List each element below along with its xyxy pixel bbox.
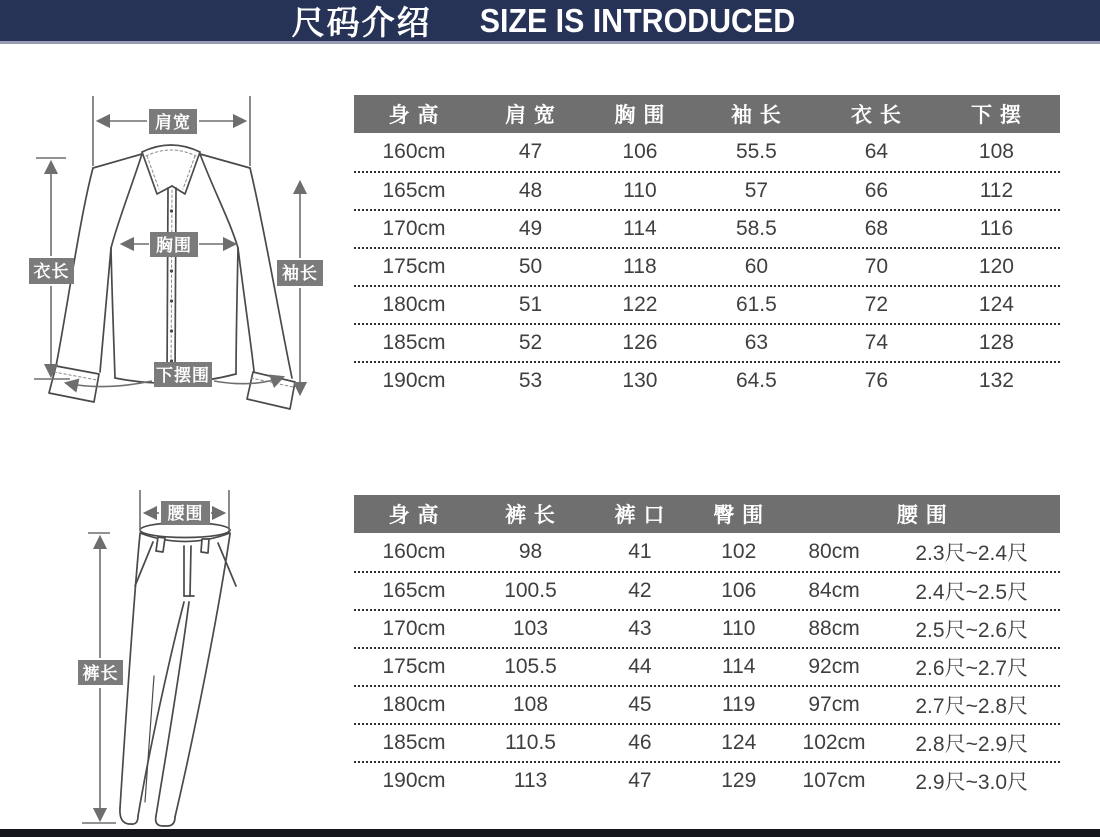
table-row	[354, 685, 1060, 723]
column-header: 胸 围	[614, 104, 666, 127]
table-cell: 114	[722, 655, 756, 678]
column-header: 腰 围	[896, 504, 948, 527]
column-header: 袖 长	[730, 104, 782, 127]
table-cell: 102	[721, 540, 757, 563]
table-cell: 63	[744, 331, 769, 354]
table-cell: 2.5尺~2.6尺	[915, 619, 1029, 642]
column-header: 衣 长	[850, 104, 902, 127]
column-header: 臀 围	[713, 504, 765, 527]
table-cell: 72	[864, 293, 889, 316]
chest-label: 胸围	[156, 236, 192, 255]
pants-length-label: 裤长	[82, 664, 119, 683]
title-banner	[0, 0, 1100, 44]
table-cell: 108	[512, 693, 549, 716]
table-cell: 76	[864, 369, 889, 392]
table-cell: 66	[864, 179, 889, 202]
page-title-english: SIZE IS INTRODUCED	[479, 1, 795, 39]
table-cell: 60	[744, 255, 769, 278]
table-cell: 102cm	[802, 731, 866, 754]
table-row	[354, 609, 1060, 647]
waist-label: 腰围	[167, 504, 204, 523]
table-cell: 45	[628, 693, 652, 716]
table-row	[354, 647, 1060, 685]
hem-label: 下摆围	[156, 366, 210, 385]
table-cell: 43	[628, 617, 652, 640]
table-row	[354, 533, 1060, 571]
table-cell: 107cm	[802, 769, 866, 792]
table-cell: 113	[513, 769, 548, 792]
table-cell: 84cm	[808, 579, 860, 602]
shirt-size-table	[354, 95, 1060, 399]
table-row	[354, 247, 1060, 285]
table-cell: 190cm	[382, 769, 446, 792]
table-cell: 122	[622, 293, 658, 316]
column-header: 下 摆	[971, 104, 1022, 127]
table-cell: 110	[623, 179, 657, 202]
table-cell: 170cm	[382, 617, 446, 640]
shirt-table-body	[354, 133, 1060, 399]
garment-length-dimension	[29, 158, 74, 379]
table-cell: 92cm	[808, 655, 860, 678]
table-cell: 110.5	[504, 731, 556, 754]
table-cell: 49	[518, 217, 543, 240]
sleeve-length-dimension	[277, 182, 323, 394]
table-cell: 80cm	[808, 540, 860, 563]
table-cell: 97cm	[808, 693, 860, 716]
table-cell: 70	[864, 255, 889, 278]
table-cell: 175cm	[382, 255, 446, 278]
table-cell: 47	[628, 769, 652, 792]
table-cell: 68	[864, 217, 889, 240]
table-cell: 47	[518, 140, 543, 163]
table-cell: 118	[623, 255, 657, 278]
table-cell: 2.9尺~3.0尺	[915, 771, 1029, 794]
pants-measurement-diagram	[58, 476, 358, 836]
table-cell: 88cm	[808, 617, 860, 640]
column-header: 裤 口	[614, 504, 666, 527]
table-cell: 116	[979, 217, 1014, 240]
table-cell: 119	[722, 693, 756, 716]
table-row	[354, 323, 1060, 361]
table-cell: 64	[864, 140, 889, 163]
table-row	[354, 723, 1060, 761]
bottom-divider-bar	[0, 829, 1100, 837]
table-cell: 110	[722, 617, 756, 640]
page-title-chinese: 尺码介绍	[291, 4, 432, 41]
table-cell: 190cm	[382, 369, 446, 392]
table-cell: 74	[864, 331, 889, 354]
table-row	[354, 209, 1060, 247]
table-row	[354, 133, 1060, 171]
table-row	[354, 361, 1060, 399]
table-cell: 126	[622, 331, 658, 354]
table-row	[354, 285, 1060, 323]
table-cell: 108	[978, 140, 1014, 163]
table-cell: 185cm	[382, 331, 446, 354]
column-header: 身 高	[388, 504, 440, 527]
table-cell: 103	[512, 617, 549, 640]
pants-table-body	[354, 533, 1060, 799]
table-cell: 53	[518, 369, 543, 392]
pants-length-dimension	[78, 533, 123, 823]
table-cell: 124	[978, 293, 1014, 316]
table-cell: 2.3尺~2.4尺	[915, 542, 1029, 565]
shoulder-width-dimension	[93, 96, 250, 166]
table-cell: 48	[518, 179, 543, 202]
table-cell: 185cm	[382, 731, 446, 754]
table-cell: 50	[518, 255, 543, 278]
table-cell: 51	[518, 293, 543, 316]
table-cell: 124	[721, 731, 757, 754]
table-cell: 114	[623, 217, 657, 240]
garment-length-label: 衣长	[33, 262, 70, 281]
sleeve-length-label: 袖长	[282, 264, 318, 283]
table-cell: 61.5	[735, 293, 777, 316]
table-cell: 42	[628, 579, 652, 602]
table-cell: 165cm	[382, 579, 446, 602]
table-cell: 2.8尺~2.9尺	[915, 733, 1029, 756]
table-cell: 170cm	[382, 217, 446, 240]
table-cell: 46	[628, 731, 652, 754]
table-cell: 44	[628, 655, 652, 678]
table-cell: 2.6尺~2.7尺	[915, 657, 1029, 680]
table-cell: 2.7尺~2.8尺	[915, 695, 1029, 718]
table-row	[354, 761, 1060, 799]
table-cell: 165cm	[382, 179, 446, 202]
column-header: 裤 长	[505, 504, 556, 527]
table-cell: 41	[628, 540, 652, 563]
table-cell: 64.5	[735, 369, 777, 392]
pants-size-table	[354, 495, 1060, 799]
table-cell: 160cm	[382, 540, 446, 563]
table-cell: 105.5	[504, 655, 557, 678]
table-cell: 132	[978, 369, 1014, 392]
table-cell: 160cm	[382, 140, 446, 163]
shirt-measurement-diagram	[8, 66, 348, 426]
table-cell: 106	[622, 140, 658, 163]
pants-drawing	[120, 523, 236, 827]
table-cell: 52	[518, 331, 543, 354]
table-cell: 98	[518, 540, 543, 563]
table-row	[354, 571, 1060, 609]
table-cell: 106	[721, 579, 757, 602]
table-cell: 180cm	[382, 293, 446, 316]
table-cell: 175cm	[382, 655, 446, 678]
column-header: 身 高	[388, 104, 440, 127]
table-cell: 128	[978, 331, 1014, 354]
table-cell: 100.5	[504, 579, 557, 602]
chest-dimension	[122, 232, 235, 257]
table-cell: 55.5	[735, 140, 777, 163]
table-cell: 130	[622, 369, 658, 392]
table-row	[354, 171, 1060, 209]
table-cell: 57	[744, 179, 769, 202]
table-cell: 180cm	[382, 693, 446, 716]
table-cell: 129	[721, 769, 757, 792]
shoulder-width-label: 肩宽	[155, 113, 191, 132]
column-header: 肩 宽	[505, 104, 556, 127]
shirt-table-header	[354, 95, 1060, 133]
table-cell: 58.5	[735, 217, 777, 240]
table-cell: 2.4尺~2.5尺	[915, 581, 1029, 604]
table-cell: 112	[979, 179, 1014, 202]
table-cell: 120	[978, 255, 1014, 278]
pants-table-header	[354, 495, 1060, 533]
